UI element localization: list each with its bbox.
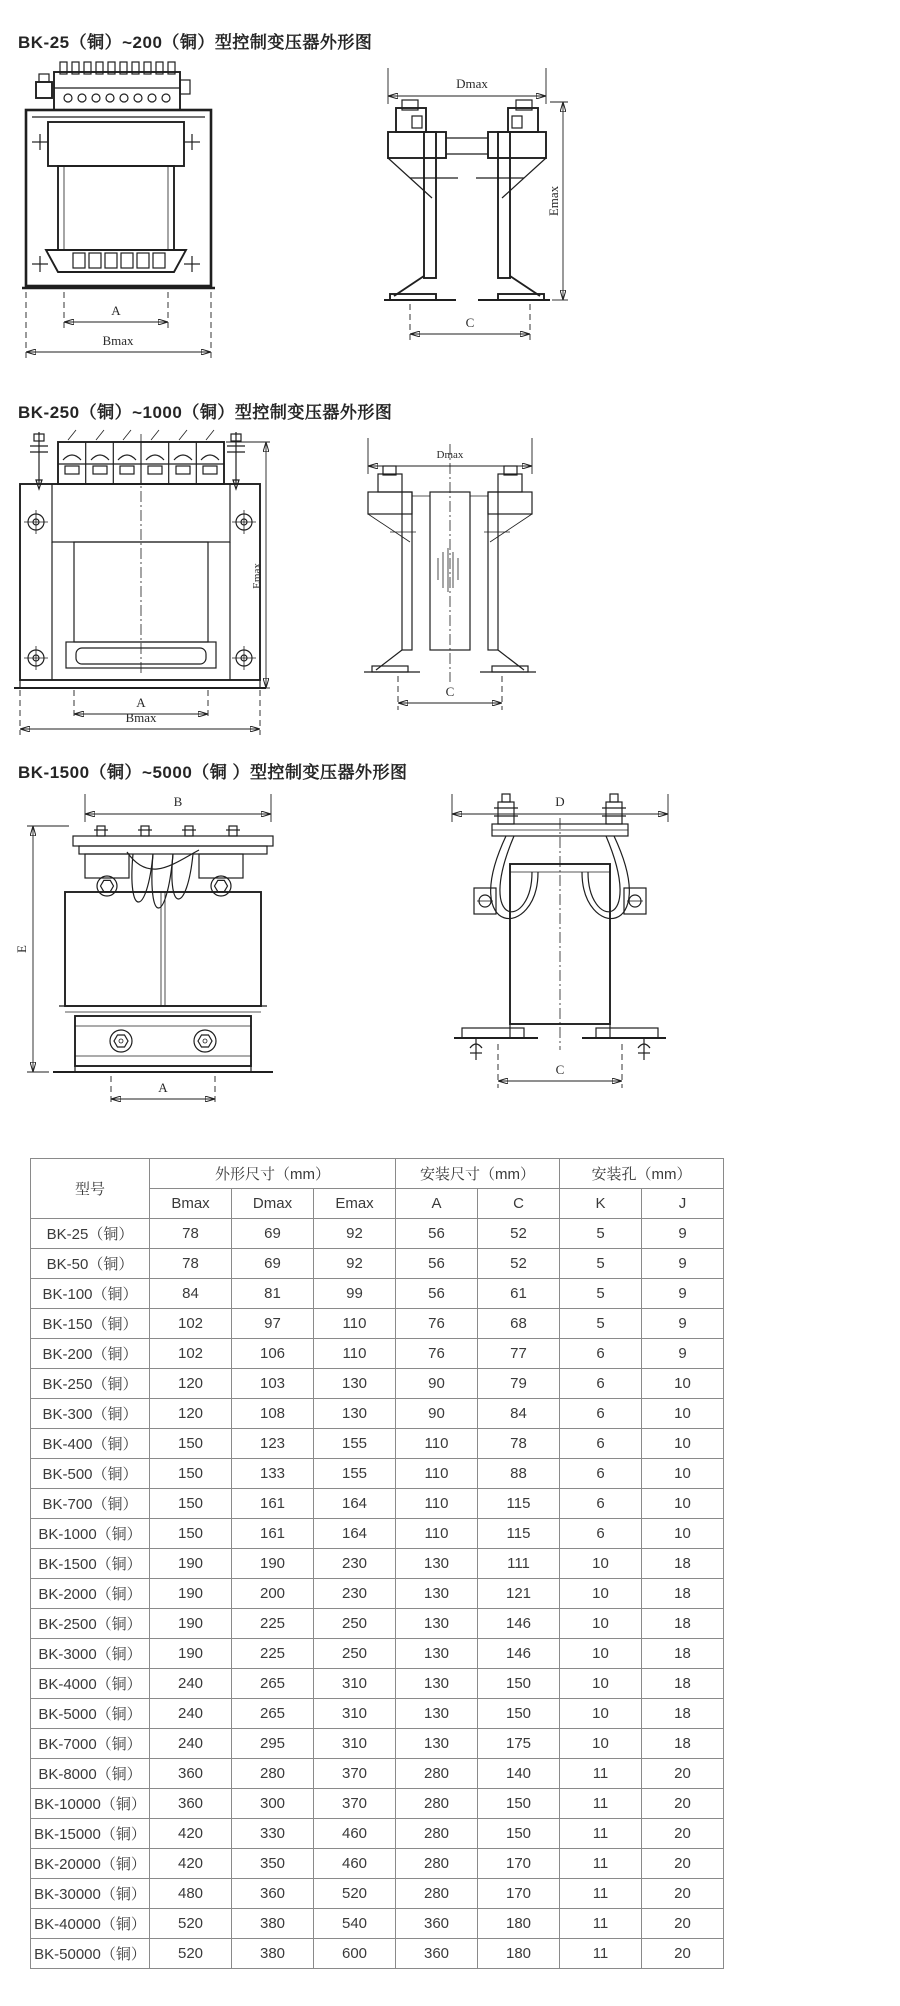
value-cell: 190: [150, 1639, 232, 1669]
model-cell: BK-3000（铜）: [31, 1639, 150, 1669]
model-cell: BK-15000（铜）: [31, 1819, 150, 1849]
value-cell: 250: [314, 1639, 396, 1669]
value-cell: 20: [642, 1939, 724, 1969]
value-cell: 10: [642, 1489, 724, 1519]
dim-label-dmax: Dmax: [436, 449, 464, 461]
value-cell: 130: [396, 1609, 478, 1639]
table-row: [31, 1579, 724, 1609]
header-group-row: [31, 1159, 724, 1189]
value-cell: 310: [314, 1699, 396, 1729]
value-cell: 380: [232, 1909, 314, 1939]
table-row: [31, 1819, 724, 1849]
model-cell: BK-4000（铜）: [31, 1669, 150, 1699]
col-header-c: C: [478, 1189, 560, 1219]
value-cell: 200: [232, 1579, 314, 1609]
table-row: [31, 1489, 724, 1519]
table-row: [31, 1729, 724, 1759]
table-row: [31, 1939, 724, 1969]
model-cell: BK-2500（铜）: [31, 1609, 150, 1639]
value-cell: 190: [232, 1549, 314, 1579]
value-cell: 6: [560, 1459, 642, 1489]
value-cell: 11: [560, 1879, 642, 1909]
table-row: [31, 1219, 724, 1249]
fig1-side-view: [360, 58, 575, 358]
value-cell: 520: [150, 1909, 232, 1939]
value-cell: 230: [314, 1579, 396, 1609]
value-cell: 310: [314, 1729, 396, 1759]
col-group-mounting-holes: 安装孔（mm）: [560, 1159, 724, 1189]
value-cell: 88: [478, 1459, 560, 1489]
dimension-D: [452, 794, 668, 822]
value-cell: 78: [478, 1429, 560, 1459]
value-cell: 18: [642, 1609, 724, 1639]
value-cell: 150: [150, 1429, 232, 1459]
value-cell: 68: [478, 1309, 560, 1339]
value-cell: 130: [314, 1369, 396, 1399]
dimension-C: [410, 304, 530, 342]
model-cell: BK-25（铜）: [31, 1219, 150, 1249]
value-cell: 190: [150, 1579, 232, 1609]
value-cell: 140: [478, 1759, 560, 1789]
table-row: [31, 1849, 724, 1879]
col-header-k: K: [560, 1189, 642, 1219]
dim-label-bmax: Bmax: [125, 710, 157, 725]
value-cell: 115: [478, 1519, 560, 1549]
value-cell: 10: [642, 1369, 724, 1399]
fig2-side-view: [350, 430, 550, 725]
value-cell: 6: [560, 1399, 642, 1429]
value-cell: 9: [642, 1309, 724, 1339]
value-cell: 92: [314, 1219, 396, 1249]
value-cell: 370: [314, 1789, 396, 1819]
value-cell: 115: [478, 1489, 560, 1519]
value-cell: 81: [232, 1279, 314, 1309]
value-cell: 480: [150, 1879, 232, 1909]
value-cell: 111: [478, 1549, 560, 1579]
value-cell: 11: [560, 1849, 642, 1879]
value-cell: 10: [642, 1459, 724, 1489]
value-cell: 78: [150, 1219, 232, 1249]
col-header-model: 型号: [31, 1159, 150, 1219]
value-cell: 121: [478, 1579, 560, 1609]
value-cell: 150: [478, 1669, 560, 1699]
col-group-outline-dims: 外形尺寸（mm）: [150, 1159, 396, 1189]
value-cell: 69: [232, 1219, 314, 1249]
value-cell: 146: [478, 1639, 560, 1669]
table-row: [31, 1609, 724, 1639]
fig3-side-view: [440, 788, 680, 1118]
value-cell: 99: [314, 1279, 396, 1309]
table-row: [31, 1669, 724, 1699]
model-cell: BK-1000（铜）: [31, 1519, 150, 1549]
value-cell: 295: [232, 1729, 314, 1759]
value-cell: 56: [396, 1279, 478, 1309]
value-cell: 18: [642, 1639, 724, 1669]
value-cell: 150: [478, 1699, 560, 1729]
value-cell: 130: [396, 1699, 478, 1729]
value-cell: 76: [396, 1339, 478, 1369]
value-cell: 380: [232, 1939, 314, 1969]
value-cell: 130: [396, 1729, 478, 1759]
model-cell: BK-8000（铜）: [31, 1759, 150, 1789]
table-row: [31, 1699, 724, 1729]
value-cell: 52: [478, 1249, 560, 1279]
value-cell: 250: [314, 1609, 396, 1639]
value-cell: 10: [560, 1669, 642, 1699]
value-cell: 150: [478, 1819, 560, 1849]
value-cell: 280: [396, 1849, 478, 1879]
value-cell: 155: [314, 1429, 396, 1459]
value-cell: 360: [232, 1879, 314, 1909]
dim-label-emax: Emax: [546, 185, 561, 217]
value-cell: 11: [560, 1819, 642, 1849]
value-cell: 161: [232, 1489, 314, 1519]
value-cell: 10: [560, 1639, 642, 1669]
value-cell: 150: [150, 1489, 232, 1519]
value-cell: 76: [396, 1309, 478, 1339]
model-cell: BK-40000（铜）: [31, 1909, 150, 1939]
value-cell: 161: [232, 1519, 314, 1549]
value-cell: 150: [150, 1519, 232, 1549]
value-cell: 350: [232, 1849, 314, 1879]
value-cell: 10: [642, 1519, 724, 1549]
model-cell: BK-50000（铜）: [31, 1939, 150, 1969]
table-row: [31, 1519, 724, 1549]
model-cell: BK-250（铜）: [31, 1369, 150, 1399]
table-row: [31, 1309, 724, 1339]
dim-label-e: E: [14, 945, 29, 953]
model-cell: BK-500（铜）: [31, 1459, 150, 1489]
value-cell: 150: [150, 1459, 232, 1489]
model-cell: BK-2000（铜）: [31, 1579, 150, 1609]
value-cell: 20: [642, 1819, 724, 1849]
table-row: [31, 1789, 724, 1819]
dim-label-emax: Emax: [251, 563, 263, 589]
table-row: [31, 1279, 724, 1309]
value-cell: 90: [396, 1369, 478, 1399]
dim-label-a: A: [136, 695, 146, 710]
value-cell: 370: [314, 1759, 396, 1789]
col-header-j: J: [642, 1189, 724, 1219]
col-header-bmax: Bmax: [150, 1189, 232, 1219]
fig3-front-view: [15, 788, 310, 1118]
dim-label-dmax: Dmax: [456, 76, 488, 91]
value-cell: 10: [642, 1429, 724, 1459]
value-cell: 460: [314, 1819, 396, 1849]
value-cell: 310: [314, 1669, 396, 1699]
value-cell: 240: [150, 1669, 232, 1699]
value-cell: 18: [642, 1549, 724, 1579]
value-cell: 170: [478, 1849, 560, 1879]
value-cell: 11: [560, 1759, 642, 1789]
table-row: [31, 1759, 724, 1789]
dimension-B: [85, 794, 271, 822]
table-row: [31, 1249, 724, 1279]
value-cell: 520: [150, 1939, 232, 1969]
value-cell: 150: [478, 1789, 560, 1819]
value-cell: 78: [150, 1249, 232, 1279]
value-cell: 130: [314, 1399, 396, 1429]
value-cell: 460: [314, 1849, 396, 1879]
value-cell: 265: [232, 1669, 314, 1699]
value-cell: 170: [478, 1879, 560, 1909]
col-header-dmax: Dmax: [232, 1189, 314, 1219]
model-cell: BK-100（铜）: [31, 1279, 150, 1309]
section3-title: BK-1500（铜）~5000（铜 ）型控制变压器外形图: [18, 763, 408, 782]
dimension-Dmax: [388, 68, 546, 104]
value-cell: 360: [396, 1909, 478, 1939]
value-cell: 5: [560, 1219, 642, 1249]
value-cell: 420: [150, 1819, 232, 1849]
section2-title: BK-250（铜）~1000（铜）型控制变压器外形图: [18, 403, 393, 422]
dim-label-a: A: [111, 303, 121, 318]
value-cell: 330: [232, 1819, 314, 1849]
value-cell: 130: [396, 1549, 478, 1579]
value-cell: 265: [232, 1699, 314, 1729]
value-cell: 180: [478, 1909, 560, 1939]
table-row: [31, 1879, 724, 1909]
value-cell: 10: [560, 1699, 642, 1729]
value-cell: 20: [642, 1909, 724, 1939]
value-cell: 280: [396, 1759, 478, 1789]
value-cell: 175: [478, 1729, 560, 1759]
value-cell: 130: [396, 1669, 478, 1699]
value-cell: 190: [150, 1549, 232, 1579]
value-cell: 155: [314, 1459, 396, 1489]
drawing-lines: [53, 826, 273, 1072]
value-cell: 56: [396, 1219, 478, 1249]
value-cell: 6: [560, 1519, 642, 1549]
value-cell: 6: [560, 1429, 642, 1459]
value-cell: 146: [478, 1609, 560, 1639]
dimension-A: [64, 292, 168, 330]
table-row: [31, 1639, 724, 1669]
value-cell: 69: [232, 1249, 314, 1279]
section1-title: BK-25（铜）~200（铜）型控制变压器外形图: [18, 33, 373, 52]
value-cell: 240: [150, 1729, 232, 1759]
value-cell: 5: [560, 1309, 642, 1339]
value-cell: 90: [396, 1399, 478, 1429]
value-cell: 9: [642, 1279, 724, 1309]
value-cell: 9: [642, 1339, 724, 1369]
value-cell: 9: [642, 1219, 724, 1249]
table-row: [31, 1459, 724, 1489]
dimension-C: [498, 1044, 622, 1088]
value-cell: 5: [560, 1279, 642, 1309]
value-cell: 225: [232, 1609, 314, 1639]
value-cell: 18: [642, 1699, 724, 1729]
drawing-lines: [22, 62, 215, 288]
value-cell: 20: [642, 1789, 724, 1819]
dim-label-d: D: [555, 794, 565, 809]
value-cell: 280: [396, 1789, 478, 1819]
value-cell: 108: [232, 1399, 314, 1429]
drawing-lines: [14, 430, 266, 688]
value-cell: 120: [150, 1369, 232, 1399]
value-cell: 520: [314, 1879, 396, 1909]
value-cell: 20: [642, 1759, 724, 1789]
value-cell: 92: [314, 1249, 396, 1279]
value-cell: 10: [560, 1549, 642, 1579]
model-cell: BK-7000（铜）: [31, 1729, 150, 1759]
value-cell: 130: [396, 1579, 478, 1609]
value-cell: 280: [396, 1879, 478, 1909]
value-cell: 420: [150, 1849, 232, 1879]
value-cell: 110: [314, 1309, 396, 1339]
drawing-lines: [364, 444, 536, 682]
dim-label-bmax: Bmax: [102, 333, 134, 348]
spec-table-body: [31, 1219, 724, 1969]
value-cell: 6: [560, 1339, 642, 1369]
value-cell: 10: [560, 1579, 642, 1609]
value-cell: 5: [560, 1249, 642, 1279]
value-cell: 84: [478, 1399, 560, 1429]
drawing-lines: [454, 794, 666, 1060]
value-cell: 102: [150, 1339, 232, 1369]
value-cell: 18: [642, 1579, 724, 1609]
value-cell: 6: [560, 1489, 642, 1519]
value-cell: 240: [150, 1699, 232, 1729]
value-cell: 225: [232, 1639, 314, 1669]
value-cell: 84: [150, 1279, 232, 1309]
drawing-lines: [384, 100, 550, 300]
fig2-front-view: [8, 426, 273, 738]
value-cell: 9: [642, 1249, 724, 1279]
value-cell: 600: [314, 1939, 396, 1969]
value-cell: 10: [642, 1399, 724, 1429]
model-cell: BK-20000（铜）: [31, 1849, 150, 1879]
table-row: [31, 1339, 724, 1369]
value-cell: 18: [642, 1729, 724, 1759]
value-cell: 123: [232, 1429, 314, 1459]
value-cell: 20: [642, 1879, 724, 1909]
value-cell: 300: [232, 1789, 314, 1819]
value-cell: 106: [232, 1339, 314, 1369]
model-cell: BK-700（铜）: [31, 1489, 150, 1519]
value-cell: 110: [314, 1339, 396, 1369]
model-cell: BK-150（铜）: [31, 1309, 150, 1339]
value-cell: 77: [478, 1339, 560, 1369]
value-cell: 120: [150, 1399, 232, 1429]
table-row: [31, 1549, 724, 1579]
value-cell: 18: [642, 1669, 724, 1699]
table-row: [31, 1399, 724, 1429]
dim-label-c: C: [445, 684, 455, 699]
dim-label-a: A: [158, 1080, 168, 1095]
model-cell: BK-5000（铜）: [31, 1699, 150, 1729]
value-cell: 52: [478, 1219, 560, 1249]
model-cell: BK-200（铜）: [31, 1339, 150, 1369]
value-cell: 164: [314, 1489, 396, 1519]
col-header-a: A: [396, 1189, 478, 1219]
value-cell: 110: [396, 1519, 478, 1549]
value-cell: 61: [478, 1279, 560, 1309]
value-cell: 190: [150, 1609, 232, 1639]
value-cell: 10: [560, 1729, 642, 1759]
value-cell: 56: [396, 1249, 478, 1279]
value-cell: 180: [478, 1939, 560, 1969]
value-cell: 280: [232, 1759, 314, 1789]
value-cell: 110: [396, 1459, 478, 1489]
dim-label-c: C: [555, 1062, 565, 1077]
value-cell: 130: [396, 1639, 478, 1669]
table-row: [31, 1429, 724, 1459]
value-cell: 164: [314, 1519, 396, 1549]
table-row: [31, 1369, 724, 1399]
model-cell: BK-10000（铜）: [31, 1789, 150, 1819]
value-cell: 230: [314, 1549, 396, 1579]
dimension-A: [111, 1076, 215, 1106]
value-cell: 11: [560, 1909, 642, 1939]
model-cell: BK-1500（铜）: [31, 1549, 150, 1579]
value-cell: 360: [150, 1759, 232, 1789]
value-cell: 103: [232, 1369, 314, 1399]
value-cell: 11: [560, 1939, 642, 1969]
value-cell: 6: [560, 1369, 642, 1399]
value-cell: 79: [478, 1369, 560, 1399]
spec-table: [30, 1158, 724, 1969]
value-cell: 540: [314, 1909, 396, 1939]
value-cell: 133: [232, 1459, 314, 1489]
value-cell: 20: [642, 1849, 724, 1879]
value-cell: 110: [396, 1489, 478, 1519]
col-header-emax: Emax: [314, 1189, 396, 1219]
value-cell: 10: [560, 1609, 642, 1639]
table-row: [31, 1909, 724, 1939]
value-cell: 360: [396, 1939, 478, 1969]
dim-label-b: B: [173, 794, 183, 809]
value-cell: 102: [150, 1309, 232, 1339]
dim-label-c: C: [465, 315, 475, 330]
value-cell: 360: [150, 1789, 232, 1819]
value-cell: 97: [232, 1309, 314, 1339]
value-cell: 110: [396, 1429, 478, 1459]
model-cell: BK-30000（铜）: [31, 1879, 150, 1909]
dimension-Emax: [546, 102, 568, 300]
model-cell: BK-50（铜）: [31, 1249, 150, 1279]
dimension-E: [14, 826, 69, 1072]
model-cell: BK-300（铜）: [31, 1399, 150, 1429]
fig1-front-view: [18, 58, 218, 373]
value-cell: 280: [396, 1819, 478, 1849]
col-group-mounting-dims: 安装尺寸（mm）: [396, 1159, 560, 1189]
value-cell: 11: [560, 1789, 642, 1819]
model-cell: BK-400（铜）: [31, 1429, 150, 1459]
